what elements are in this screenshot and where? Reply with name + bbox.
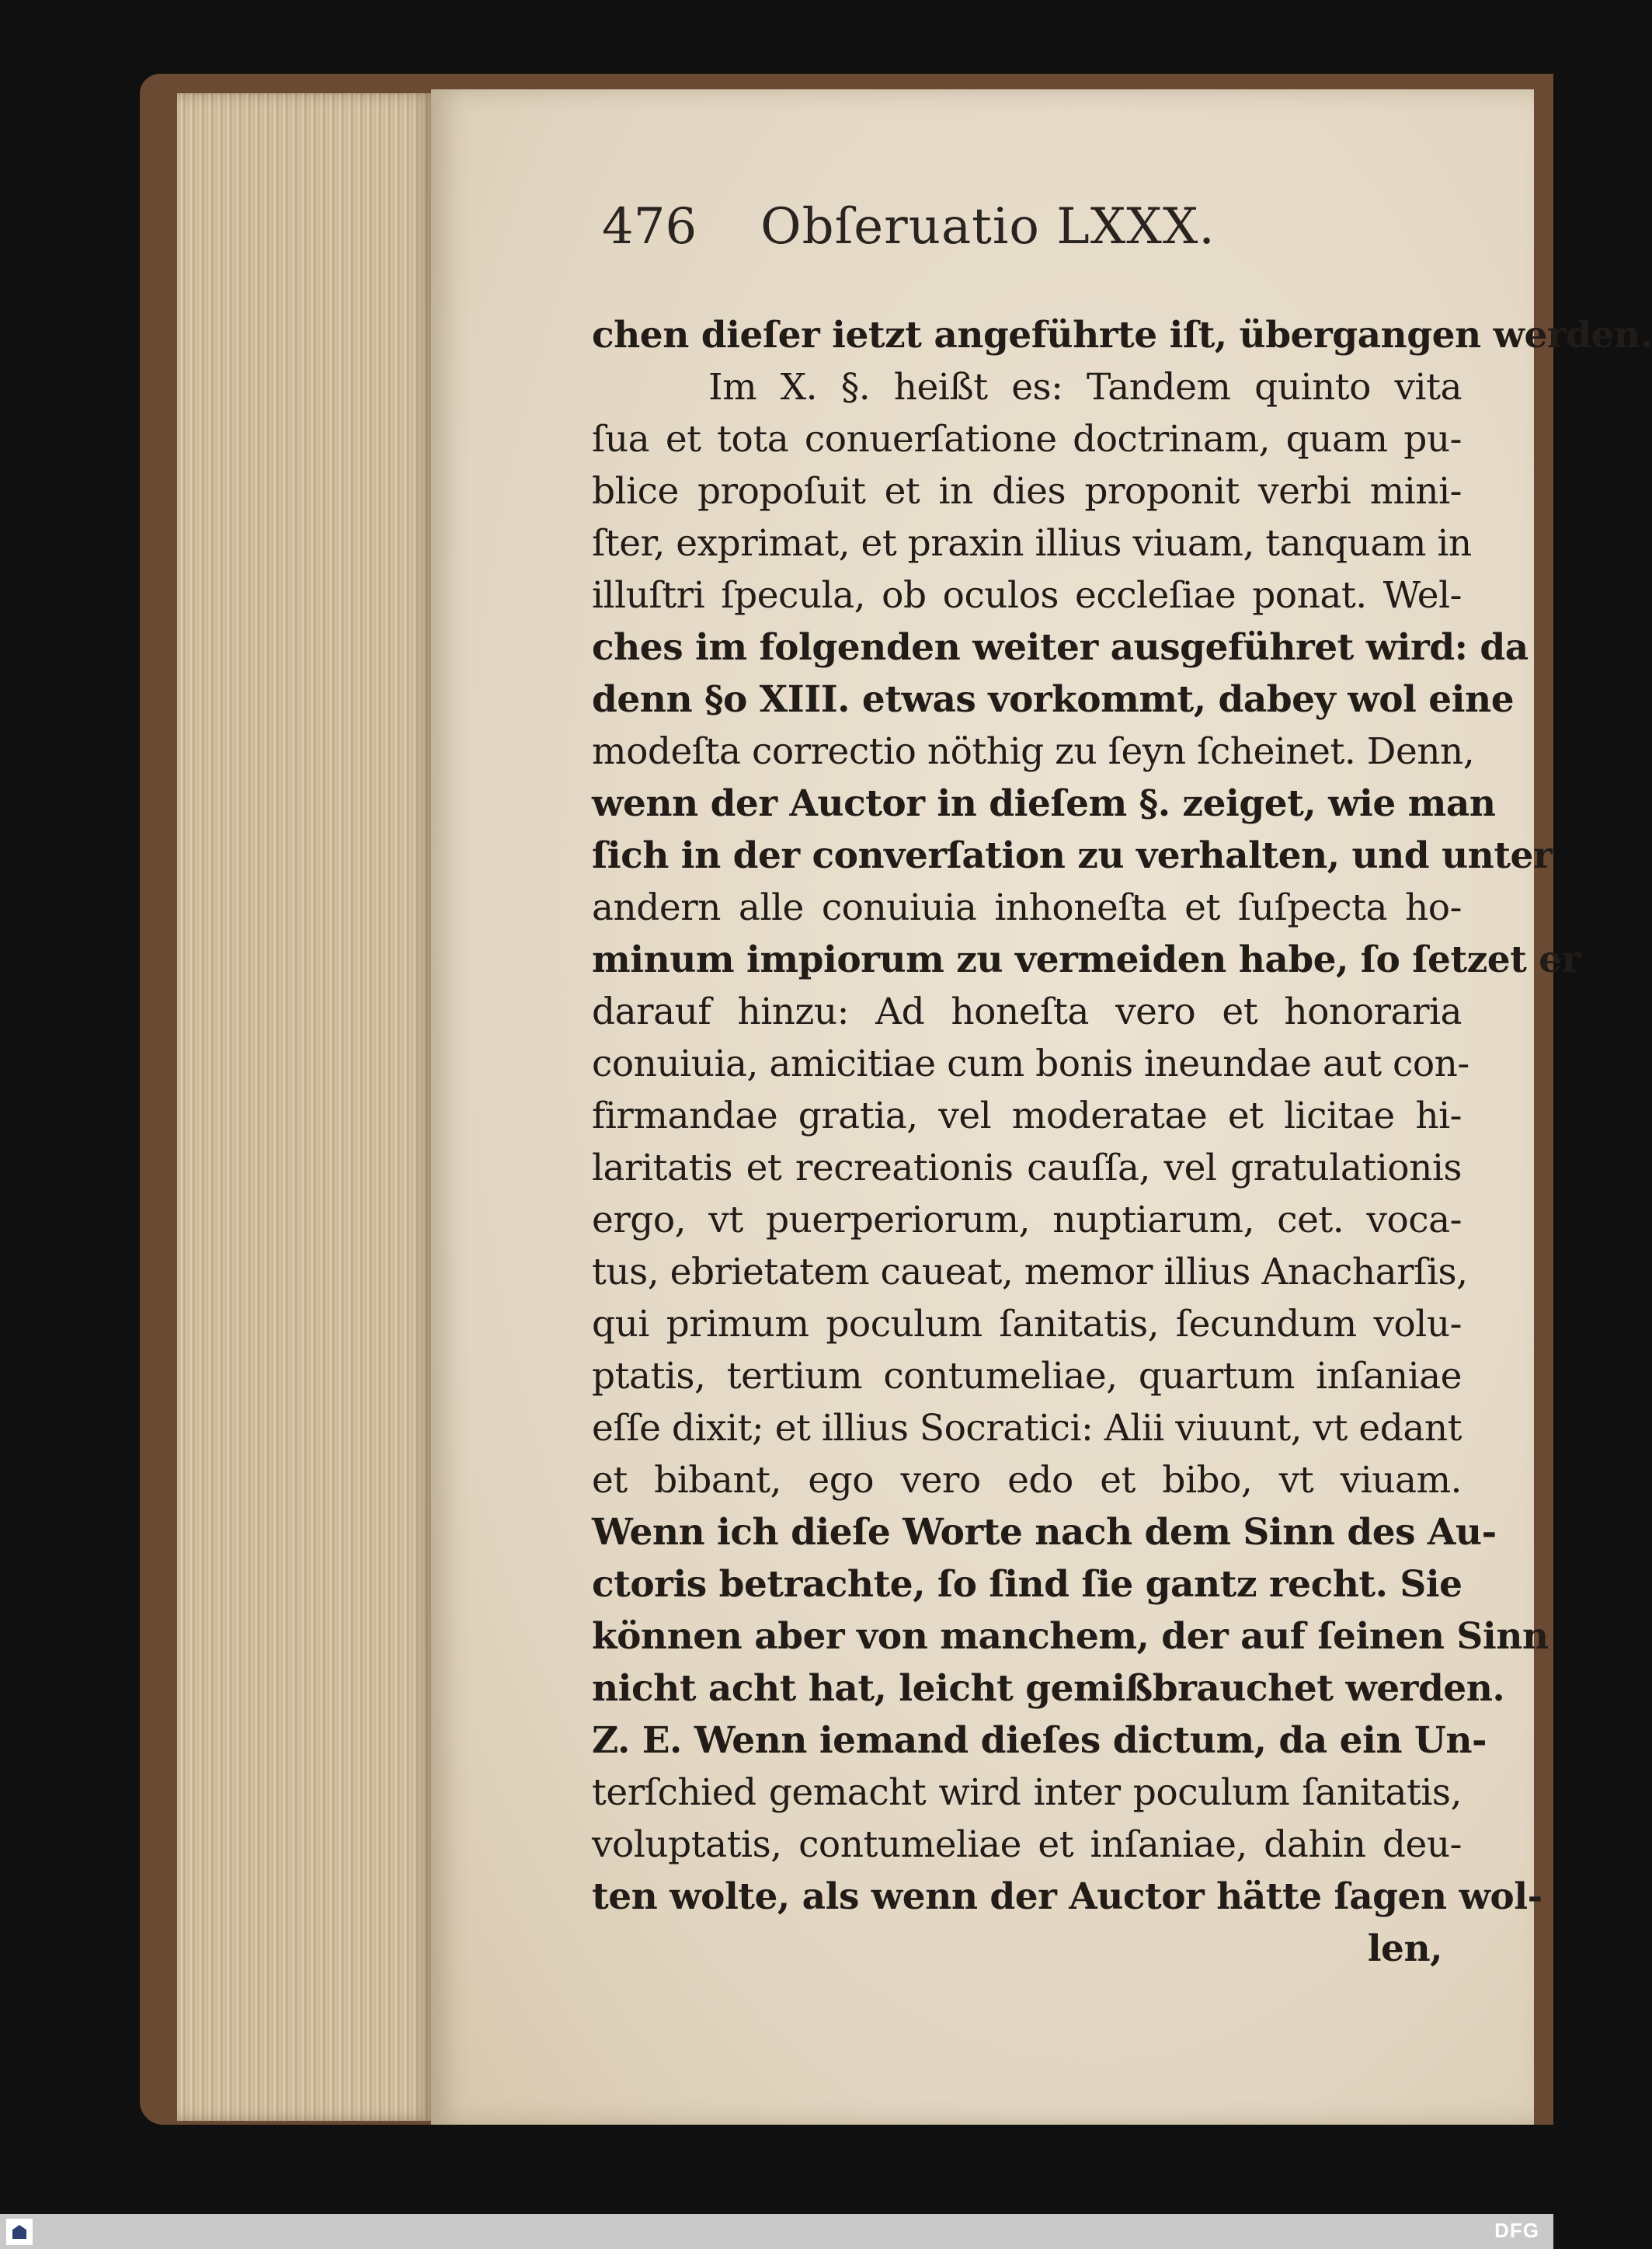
text-line: ſter, exprimat, et praxin illius viuam, tanquam in: [592, 522, 1472, 565]
text-line: andern alle conuiuia inhoneſta et ſuſpecta ho-: [592, 886, 1462, 929]
text-line: Im X. §. heißt es: Tandem quinto vita: [708, 366, 1462, 409]
text-line: blice propoſuit et in dies proponit verbi mini-: [592, 470, 1462, 513]
page-header: [602, 198, 1301, 260]
text-line: darauf hinzu: Ad honeſta vero et honoraria: [592, 990, 1462, 1033]
text-line: können aber von manchem, der auf ſeinen Sinn: [592, 1615, 1549, 1658]
running-title: Obſeruatio LXXX.: [760, 198, 1216, 256]
text-line: conuiuia, amicitiae cum bonis ineundae aut con-: [592, 1043, 1469, 1085]
text-line: nicht acht hat, leicht gemißbrauchet werden.: [592, 1667, 1505, 1710]
text-line: ctoris betrachte, ſo ſind ſie gantz recht. Sie: [592, 1563, 1462, 1606]
text-line: eſſe dixit; et illius Socratici: Alii viuunt, vt edant: [592, 1407, 1462, 1450]
text-line: qui primum poculum ſanitatis, ſecundum volu-: [592, 1303, 1462, 1346]
library-logo-icon: [6, 2219, 33, 2245]
text-line: laritatis et recreationis cauſſa, vel gratulationis: [592, 1147, 1462, 1189]
text-line: illuſtri ſpecula, ob oculos eccleſiae ponat. Wel-: [592, 574, 1462, 617]
text-line: wenn der Auctor in dieſem §. zeiget, wie man: [592, 782, 1496, 825]
page-number: 476: [602, 198, 697, 256]
dfg-logo: DFG: [1494, 2219, 1539, 2242]
text-line: ſich in der converſation zu verhalten, und unter: [592, 834, 1553, 877]
text-line: et bibant, ego vero edo et bibo, vt viuam.: [592, 1459, 1462, 1502]
text-line: ptatis, tertium contumeliae, quartum inſaniae: [592, 1355, 1462, 1398]
text-line: Wenn ich dieſe Worte nach dem Sinn des Au-: [592, 1511, 1497, 1554]
text-line: ergo, vt puerperiorum, nuptiarum, cet. voca-: [592, 1199, 1462, 1241]
viewer-footer-bar: [0, 2214, 1553, 2249]
text-line: Z. E. Wenn iemand dieſes dictum, da ein Un-: [592, 1719, 1487, 1762]
text-line: ſua et tota conuerſatione doctrinam, quam pu-: [592, 418, 1462, 461]
text-line: ten wolte, als wenn der Auctor hätte ſagen wol-: [592, 1875, 1542, 1918]
text-line: firmandae gratia, vel moderatae et licitae hi-: [592, 1095, 1462, 1137]
page-edges: [177, 93, 433, 2121]
text-line: denn §o XIII. etwas vorkommt, dabey wol eine: [592, 678, 1515, 721]
text-line: minum impiorum zu vermeiden habe, ſo ſetzet er: [592, 938, 1581, 981]
text-line: chen dieſer ietzt angeführte iſt, übergangen werden.: [592, 314, 1652, 357]
body-text: [592, 309, 1652, 1975]
catchword: len,: [1367, 1927, 1442, 1970]
text-line: terſchied gemacht wird inter poculum ſanitatis,: [592, 1771, 1462, 1814]
text-line: voluptatis, contumeliae et inſaniae, dahin deu-: [592, 1823, 1462, 1866]
text-line: ches im folgenden weiter ausgeführet wird: da: [592, 626, 1529, 669]
text-line: modeſta correctio nöthig zu ſeyn ſcheinet. Denn,: [592, 730, 1475, 773]
text-line: tus, ebrietatem caueat, memor illius Anacharſis,: [592, 1251, 1468, 1293]
